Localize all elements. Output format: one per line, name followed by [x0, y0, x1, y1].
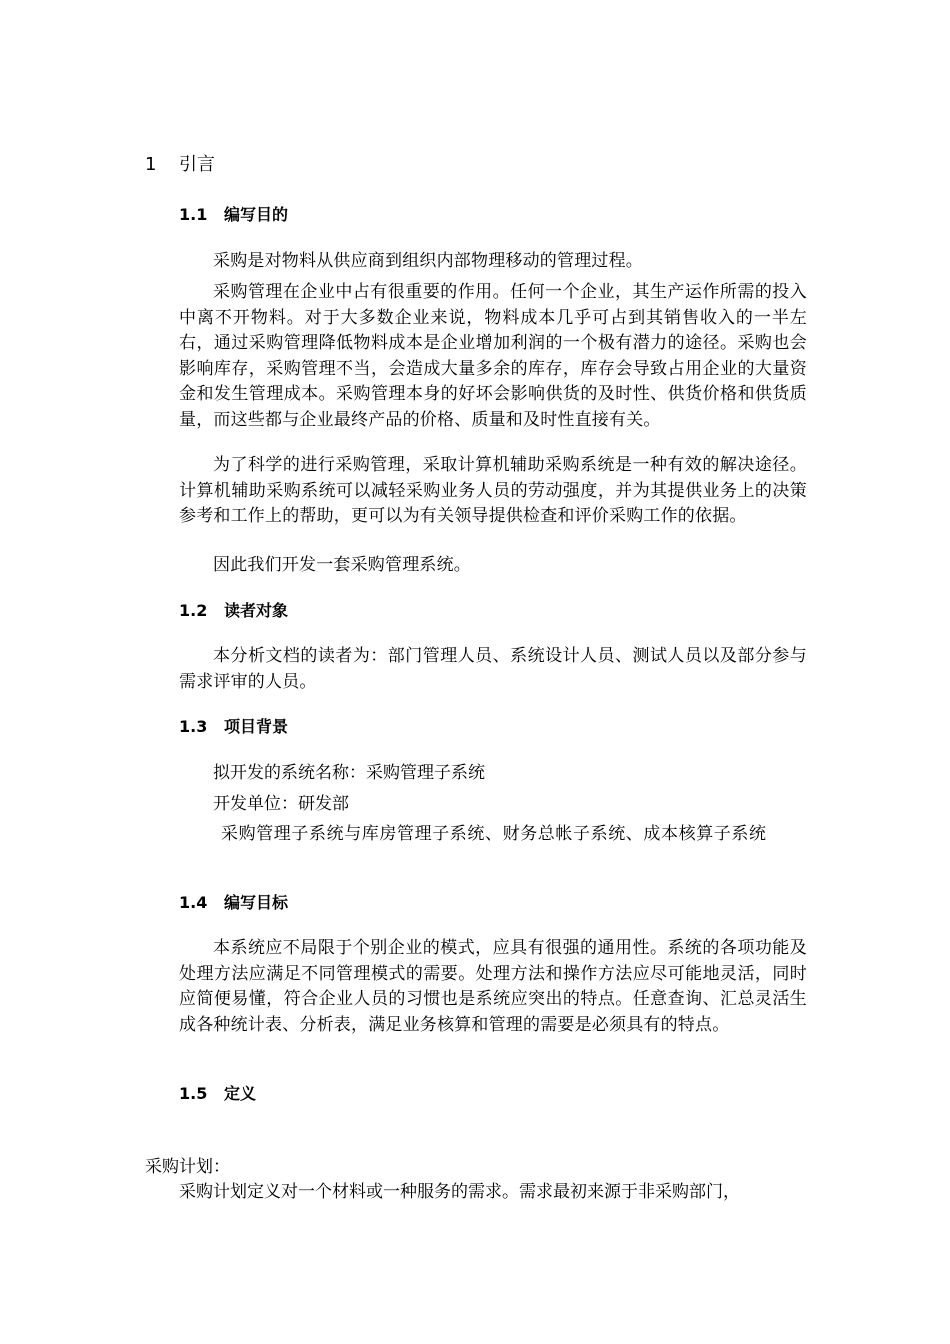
definition-term: 采购计划： — [145, 1157, 230, 1177]
heading-1-5-definitions — [179, 1082, 256, 1106]
heading-number: 1.4 — [179, 893, 208, 912]
heading-number: 1.1 — [179, 205, 208, 224]
heading-title: 定义 — [224, 1084, 257, 1103]
purpose-paragraph-1: 采购是对物料从供应商到组织内部物理移动的管理过程。 — [213, 251, 643, 271]
heading-title: 编写目的 — [224, 205, 289, 224]
goals-paragraph: 本系统应不局限于个别企业的模式，应具有很强的通用性。系统的各项功能及处理方法应满足不同管理模式的需要。处理方法和操作方法应尽可能地灵活，同时应简便易懂，符合企业人员的习惯也是系统应突出的特点。任意查询、汇总灵活生成各种统计表、分析表，满足业务核算和管理的需要是必须具有的特点。 — [179, 938, 807, 1035]
heading-title: 编写目标 — [224, 893, 289, 912]
purpose-paragraph-4: 因此我们开发一套采购管理系统。 — [213, 555, 471, 575]
purpose-paragraph-2: 采购管理在企业中占有很重要的作用。任何一个企业，其生产运作所需的投入中离不开物料。对于大多数企业来说，物料成本几乎可占到其销售收入的一半左右，通过采购管理降低物料成本是企业增加利润的一个极有潜力的途径。采购也会影响库存，采购管理不当，会造成大量多余的库存，库存会导致占用企业的大量资金和发生管理成本。采购管理本身的好坏会影响供货的及时性、供货价格和供货质量，而这些都与企业最终产品的价格、质量和及时性直接有关。 — [179, 282, 807, 430]
dev-unit-line: 开发单位：研发部 — [213, 794, 349, 814]
heading-1-introduction — [145, 152, 215, 178]
purpose-paragraph-3: 为了科学的进行采购管理，采取计算机辅助采购系统是一种有效的解决途径。计算机辅助采购系统可以减轻采购业务人员的劳动强度，并为其提供业务上的决策参考和工作上的帮助，更可以为有关领导提供检查和评价采购工作的依据。 — [179, 455, 807, 527]
heading-title: 项目背景 — [224, 717, 289, 736]
definition-description: 采购计划定义对一个材料或一种服务的需求。需求最初来源于非采购部门， — [179, 1182, 740, 1202]
related-systems-line: 采购管理子系统与库房管理子系统、财务总帐子系统、成本核算子系统 — [221, 824, 767, 844]
heading-title: 引言 — [179, 154, 215, 175]
heading-title: 读者对象 — [224, 601, 289, 620]
heading-1-3-background — [179, 715, 288, 739]
heading-1-2-readers — [179, 599, 288, 623]
heading-number: 1 — [145, 154, 157, 175]
heading-1-4-goals — [179, 891, 288, 915]
system-name-line: 拟开发的系统名称：采购管理子系统 — [213, 763, 485, 783]
heading-number: 1.5 — [179, 1084, 208, 1103]
heading-number: 1.2 — [179, 601, 208, 620]
heading-number: 1.3 — [179, 717, 208, 736]
readers-paragraph: 本分析文档的读者为：部门管理人员、系统设计人员、测试人员以及部分参与需求评审的人员。 — [179, 646, 807, 692]
heading-1-1-purpose — [179, 203, 288, 227]
